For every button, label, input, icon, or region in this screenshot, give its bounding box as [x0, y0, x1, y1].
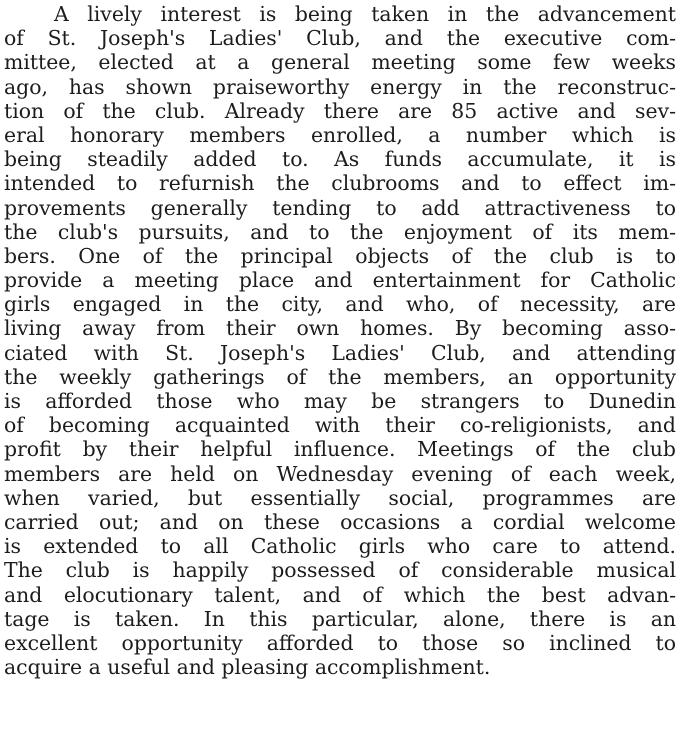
text-line: The club is happily possessed of considerable musical: [4, 558, 676, 583]
text-line: the weekly gatherings of the members, an opportunity: [4, 364, 676, 389]
text-line: bers. One of the principal objects of the club is to: [4, 243, 676, 268]
text-line: carried out; and on these occasions a cordial welcome: [4, 509, 676, 534]
text-line: mittee, elected at a general meeting some few weeks: [4, 50, 676, 75]
text-line: acquire a useful and pleasing accomplishment.: [4, 655, 491, 680]
text-line: of St. Joseph's Ladies' Club, and the executive com-: [4, 26, 676, 51]
text-line: is afforded those who may be strangers to Dunedin: [4, 389, 676, 413]
article-paragraph: [4, 2, 676, 679]
text-line: ago, has shown praiseworthy energy in the reconstruc-: [4, 74, 676, 99]
text-line: A lively interest is being taken in the advancement: [54, 2, 676, 26]
text-line: girls engaged in the city, and who, of necessity, are: [4, 292, 676, 317]
text-line: living away from their own homes. By becoming asso-: [4, 316, 676, 341]
text-line: of becoming acquainted with their co-religionists, and: [4, 413, 676, 438]
text-line: profit by their helpful influence. Meetings of the club: [4, 437, 676, 462]
text-line: ciated with St. Joseph's Ladies' Club, and attending: [4, 340, 676, 365]
text-line: members are held on Wednesday evening of each week,: [4, 461, 676, 486]
text-line: and elocutionary talent, and of which the best advan-: [4, 582, 676, 607]
text-line: tion of the club. Already there are 85 active and sev-: [4, 98, 676, 123]
text-line: tage is taken. In this particular, alone, there is an: [4, 606, 676, 631]
text-line: excellent opportunity afforded to those so inclined to: [4, 630, 676, 655]
text-line: provements generally tending to add attractiveness to: [4, 195, 676, 220]
text-line: intended to refurnish the clubrooms and to effect im-: [4, 171, 676, 196]
text-line: eral honorary members enrolled, a number which is: [4, 122, 676, 147]
text-line: is extended to all Catholic girls who care to attend.: [4, 534, 676, 559]
text-line: being steadily added to. As funds accumulate, it is: [4, 147, 676, 172]
text-line: the club's pursuits, and to the enjoyment of its mem-: [4, 219, 676, 244]
text-line: when varied, but essentially social, programmes are: [4, 485, 676, 510]
text-line: provide a meeting place and entertainment for Catholic: [4, 268, 676, 293]
